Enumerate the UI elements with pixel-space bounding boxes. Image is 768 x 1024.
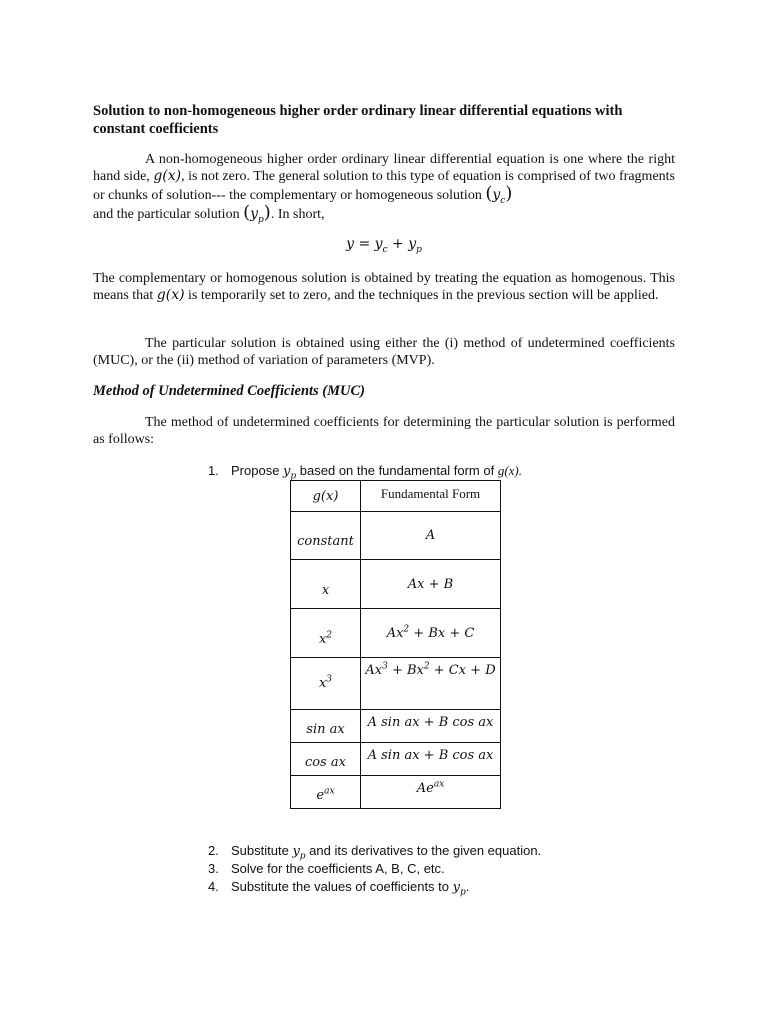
complementary-paragraph: The complementary or homogenous solution is obtained by treating the equation as homogenous. This means that g(x) is temporarily set to zero, and the techniques in the previous section will be applied. (93, 271, 675, 303)
table-row: $x^2$ $Ax^2 + Bx + C$ (291, 609, 501, 658)
header-gx: g(x) (291, 481, 361, 512)
section-heading: Method of Undetermined Coefficients (MUC) (93, 383, 365, 399)
step-item: 1. Propose $y_p$ based on the fundamental form of g(x). (208, 463, 522, 482)
yc-expression: $(y_c)$ (485, 183, 513, 206)
particular-paragraph: The particular solution is obtained using either the (i) method of undetermined coefficients (MUC), or the (ii) method of variation of parameters (MVP). (93, 336, 675, 368)
step-item: 4. Substitute the values of coefficients to $y_p$. (208, 879, 470, 898)
fundamental-forms-table (290, 480, 501, 809)
header-fundamental-form: Fundamental Form (361, 481, 501, 512)
intro-paragraph: A non-homogeneous higher order ordinary linear differential equation is one where the right hand side, g(x), is not zero. The general solution to this type of equation is comprised of two fragments or chunks of solution--- the complementary or homogeneous solution $(y_c)$ and the particular solution $(y_p)$. In short, (93, 152, 675, 225)
method-paragraph: The method of undetermined coefficients for determining the particular solution is performed as follows: (93, 415, 675, 447)
table-row: constant A (291, 512, 501, 560)
gx-expression: g(x) (156, 287, 185, 303)
table-row: sin ax A sin ax + B cos ax (291, 710, 501, 743)
table-row: cos ax A sin ax + B cos ax (291, 743, 501, 776)
yp-expression: $(y_p)$ (243, 202, 271, 225)
table-row: $e^{ax}$ $Ae^{ax}$ (291, 776, 501, 809)
step-item: 2. Substitute $y_p$ and its derivatives to the given equation. (208, 843, 542, 862)
step-item: 3. Solve for the coefficients A, B, C, etc. (208, 861, 445, 876)
gx-expression: g(x) (153, 168, 182, 184)
table-row: $x^3$ $Ax^3 + Bx^2 + Cx + D$ (291, 658, 501, 710)
general-solution-equation: $y = y_c + y_p$ (346, 236, 422, 255)
table-header-row (291, 481, 501, 512)
table-row: x Ax + B (291, 560, 501, 609)
document-title: Solution to non-homogeneous higher order ordinary linear differential equations with constant coefficients (93, 103, 623, 137)
